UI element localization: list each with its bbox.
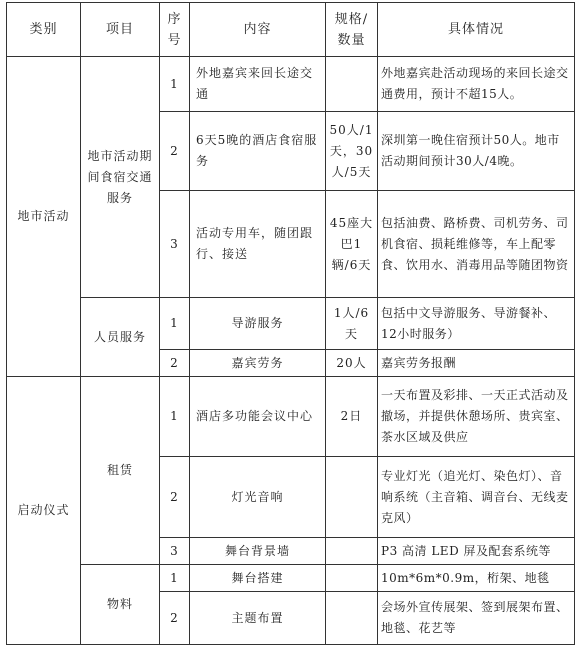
table-row bbox=[7, 565, 575, 592]
header-number: 序号 bbox=[160, 3, 190, 57]
header-category: 类别 bbox=[7, 3, 81, 57]
row-spec: 1人/6天 bbox=[326, 298, 378, 350]
row-detail: 包括油费、路桥费、司机劳务、司机食宿、损耗维修等，车上配零食、饮用水、消毒用品等随团物资 bbox=[378, 191, 575, 298]
row-content: 酒店多功能会议中心 bbox=[190, 377, 326, 457]
category-cell: 启动仪式 bbox=[7, 377, 81, 645]
row-detail: 包括中文导游服务、导游餐补、12小时服务） bbox=[378, 298, 575, 350]
row-detail: 会场外宣传展架、签到展架布置、地毯、花艺等 bbox=[378, 592, 575, 645]
row-detail: 一天布置及彩排、一天正式活动及撤场，并提供休憩场所、贵宾室、茶水区域及供应 bbox=[378, 377, 575, 457]
table-row bbox=[7, 298, 575, 350]
row-spec bbox=[326, 57, 378, 112]
row-detail: 嘉宾劳务报酬 bbox=[378, 350, 575, 377]
row-spec bbox=[326, 565, 378, 592]
project-cell: 地市活动期间食宿交通服务 bbox=[81, 57, 160, 298]
project-cell: 人员服务 bbox=[81, 298, 160, 377]
row-detail: 深圳第一晚住宿预计50人。地市活动期间预计30人/4晚。 bbox=[378, 112, 575, 191]
row-content: 主题布置 bbox=[190, 592, 326, 645]
row-spec bbox=[326, 592, 378, 645]
header-project: 项目 bbox=[81, 3, 160, 57]
row-spec: 20人 bbox=[326, 350, 378, 377]
row-number: 2 bbox=[160, 457, 190, 538]
header-spec: 规格/数量 bbox=[326, 3, 378, 57]
row-content: 灯光音响 bbox=[190, 457, 326, 538]
row-number: 1 bbox=[160, 377, 190, 457]
row-number: 1 bbox=[160, 565, 190, 592]
row-detail: 10m*6m*0.9m，桁架、地毯 bbox=[378, 565, 575, 592]
header-detail: 具体情况 bbox=[378, 3, 575, 57]
row-spec bbox=[326, 538, 378, 565]
row-spec bbox=[326, 457, 378, 538]
row-content: 舞台搭建 bbox=[190, 565, 326, 592]
header-content: 内容 bbox=[190, 3, 326, 57]
row-number: 3 bbox=[160, 538, 190, 565]
row-detail: 专业灯光（追光灯、染色灯）、音响系统（主音箱、调音台、无线麦克风） bbox=[378, 457, 575, 538]
header-row bbox=[7, 3, 575, 57]
row-number: 2 bbox=[160, 350, 190, 377]
row-content: 导游服务 bbox=[190, 298, 326, 350]
row-number: 1 bbox=[160, 298, 190, 350]
row-spec: 50人/1天，30人/5天 bbox=[326, 112, 378, 191]
row-spec: 2日 bbox=[326, 377, 378, 457]
table-row bbox=[7, 377, 575, 457]
row-detail: P3 高清 LED 屏及配套系统等 bbox=[378, 538, 575, 565]
row-spec: 45座大巴1辆/6天 bbox=[326, 191, 378, 298]
row-number: 1 bbox=[160, 57, 190, 112]
row-number: 2 bbox=[160, 112, 190, 191]
service-table bbox=[6, 2, 575, 645]
project-cell: 租赁 bbox=[81, 377, 160, 565]
row-content: 舞台背景墙 bbox=[190, 538, 326, 565]
project-cell: 物料 bbox=[81, 565, 160, 645]
row-content: 6天5晚的酒店食宿服务 bbox=[190, 112, 326, 191]
row-detail: 外地嘉宾赴活动现场的来回长途交通费用，预计不超15人。 bbox=[378, 57, 575, 112]
row-content: 活动专用车，随团跟行、接送 bbox=[190, 191, 326, 298]
row-content: 外地嘉宾来回长途交通 bbox=[190, 57, 326, 112]
category-cell: 地市活动 bbox=[7, 57, 81, 377]
row-number: 3 bbox=[160, 191, 190, 298]
table-row bbox=[7, 57, 575, 112]
row-number: 2 bbox=[160, 592, 190, 645]
row-content: 嘉宾劳务 bbox=[190, 350, 326, 377]
